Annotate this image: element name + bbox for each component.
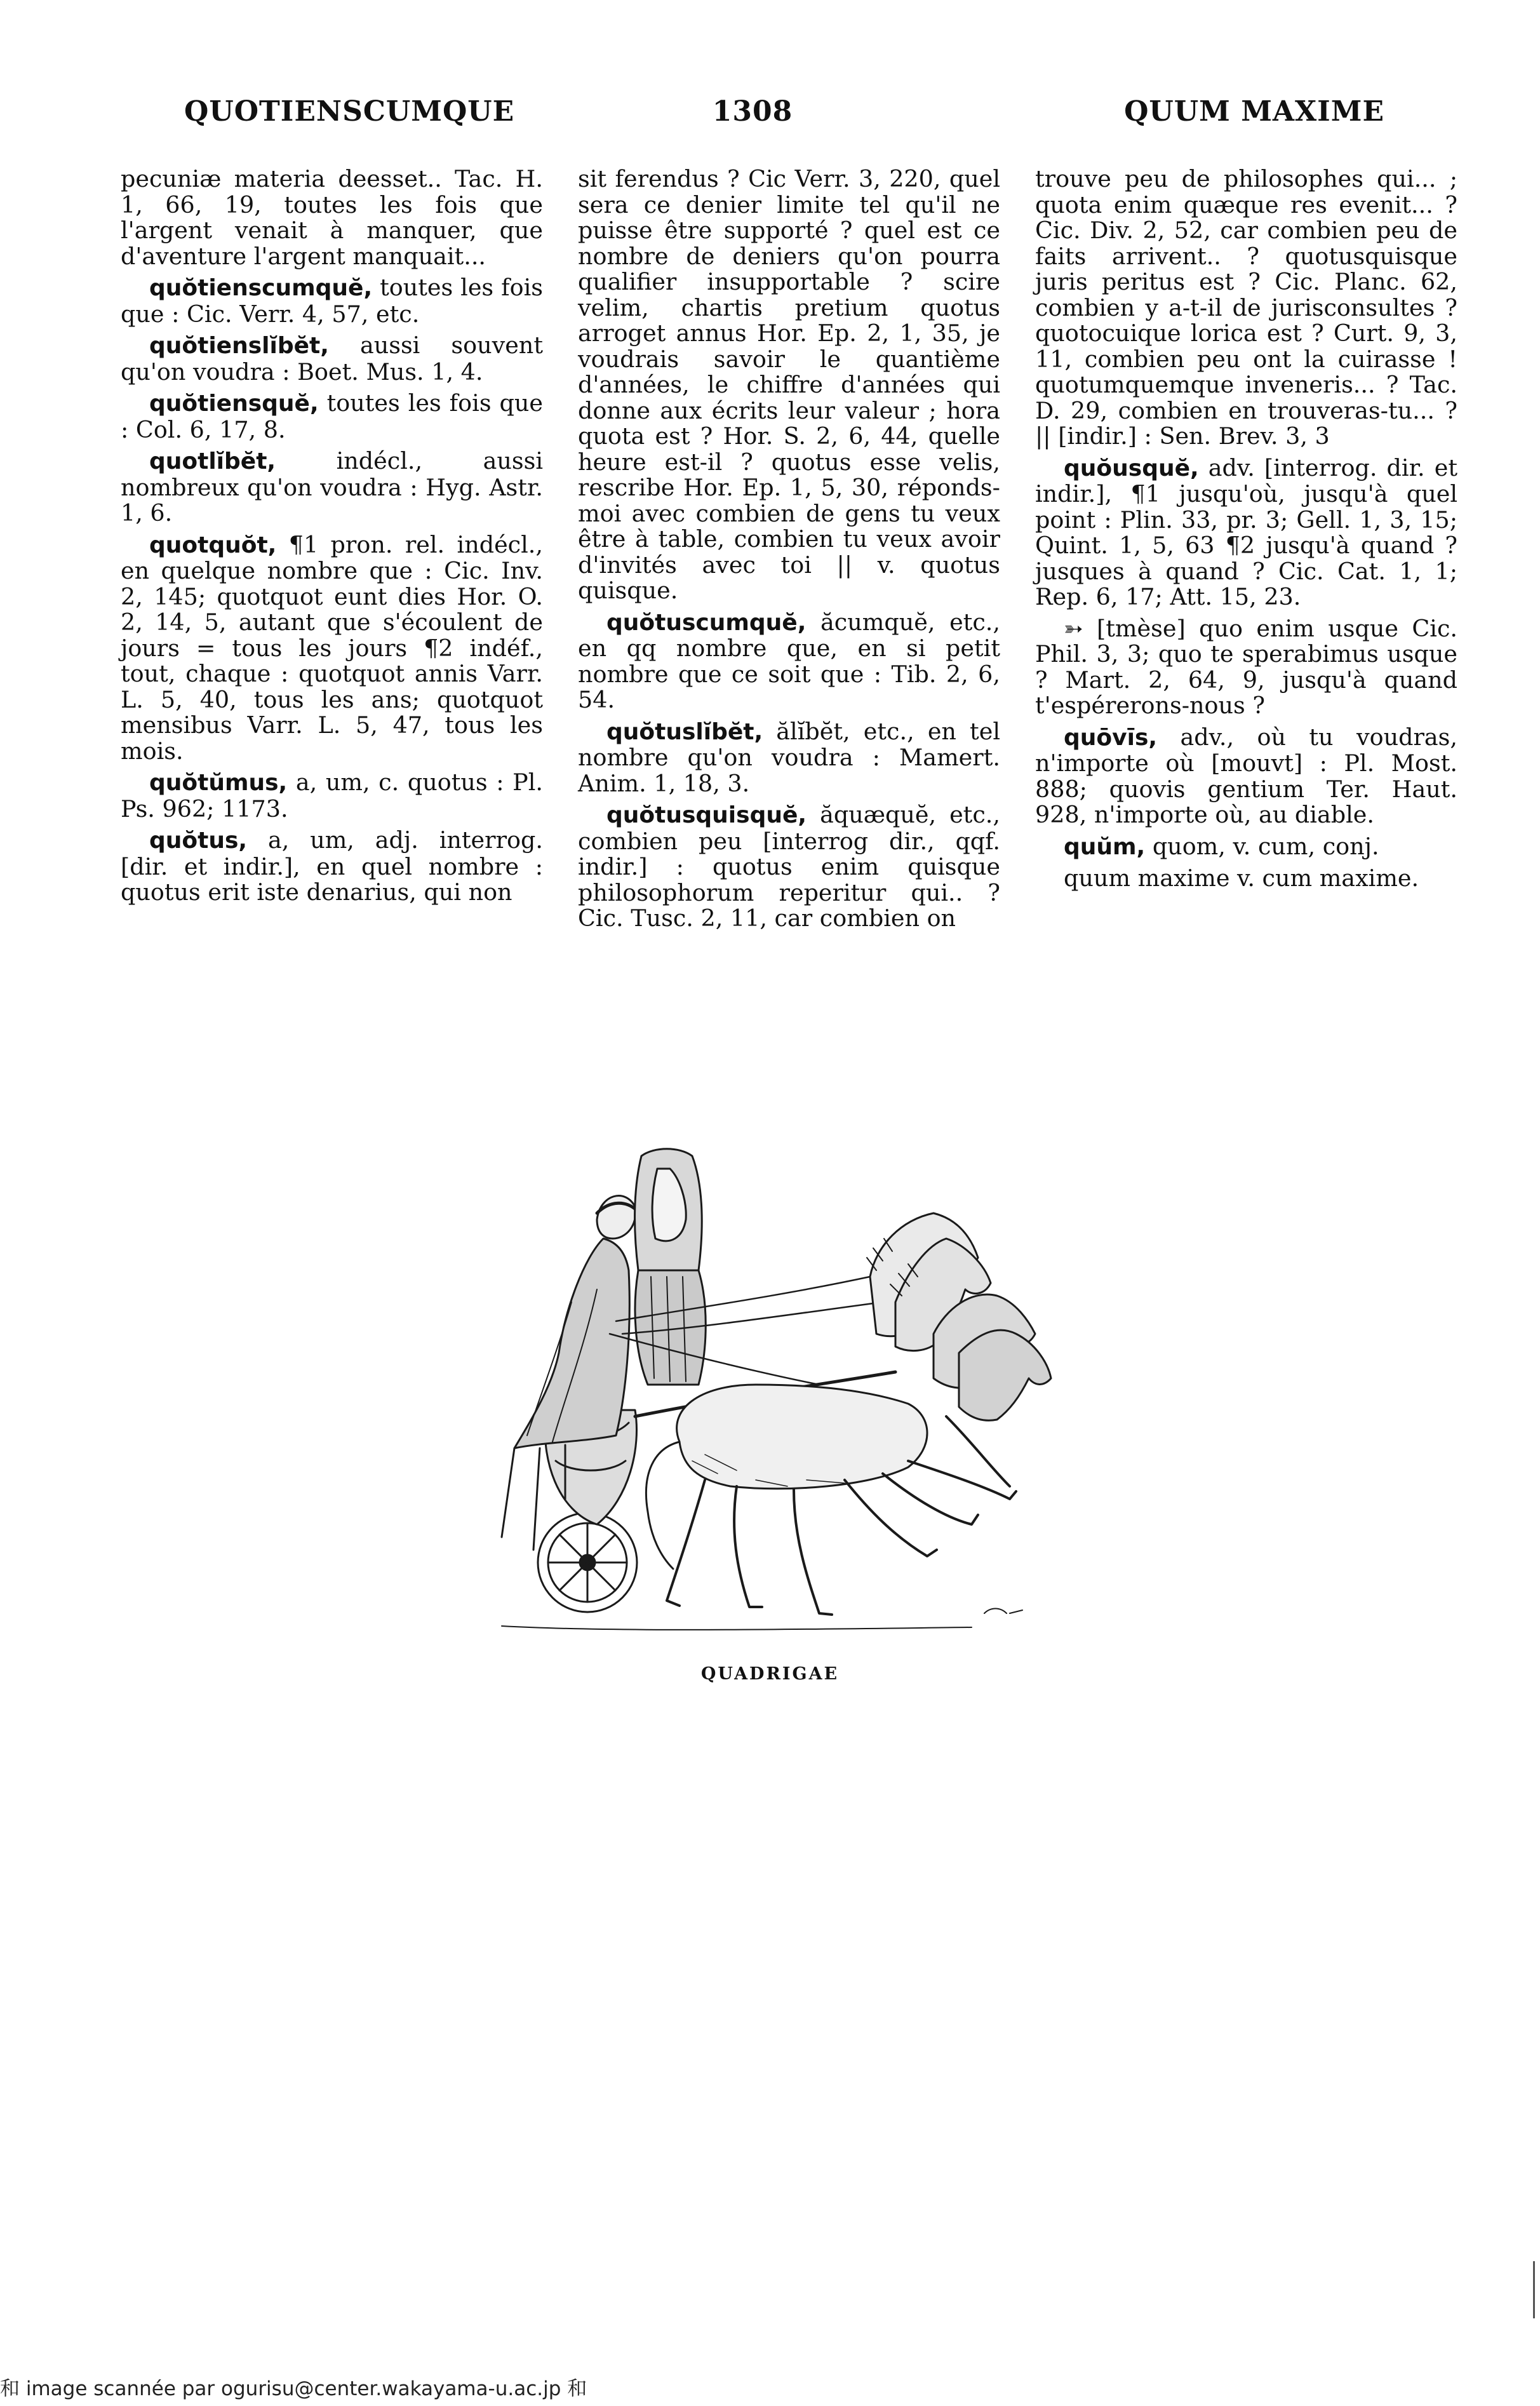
col1-paragraph: quŏtienslĭbĕt, aussi souvent qu'on voudra : Boet. Mus. 1, 4. — [121, 332, 543, 386]
col1-paragraph: quŏtienscumquĕ, toutes les fois que : Cic. Verr. 4, 57, etc. — [121, 274, 543, 328]
headword: quŏtienslĭbĕt, — [149, 333, 329, 359]
col3-paragraph: trouve peu de philosophes qui... ; quota enim quæque res evenit... ? Cic. Div. 2, 52, car combien peu de faits arrivent.. ? quotusquisque juris peritus est ? Cic. Planc. 62, combien y a-t-il de jurisconsultes ? quotocuique lorica est ? Curt. 9, 3, 11, combien peu ont la cuirasse ! quotumquemque inveneris... ? Tac. D. 29, combien en trouveras-tu... ? || [indir.] : Sen. Brev. 3, 3 — [1035, 165, 1457, 450]
column-1 — [121, 166, 543, 911]
col1-paragraph: quotquŏt, ¶1 pron. rel. indécl., en quelque nombre que : Cic. Inv. 2, 145; quotquot eunt dies Hor. O. 2, 14, 5, autant que s'écoulent de jours = tous les jours ¶2 indéf., tout, chaque : quotquot annis Varr. L. 5, 40, tous les ans; quotquot mensibus Varr. L. 5, 47, tous les mois. — [121, 530, 543, 765]
col1-paragraph: pecuniæ materia deesset.. Tac. H. 1, 66, 19, toutes les fois que l'argent venait à manquer, que d'aventure l'argent manquait... — [121, 165, 543, 270]
scan-credit-footer: 和 image scannée par ogurisu@center.wakayama-u.ac.jp 和 — [0, 2377, 587, 2400]
col2-paragraph: quŏtuscumquĕ, ăcumquĕ, etc., en qq nombre que, en si petit nombre que ce soit que : Tib. 2, 6, 54. — [578, 608, 1000, 713]
col1-paragraph: quŏtiensquĕ, toutes les fois que : Col. 6, 17, 8. — [121, 389, 543, 443]
col3-paragraph: quōvīs, adv., où tu voudras, n'importe où [mouvt] : Pl. Most. 888; quovis gentium Ter. Haut. 928, n'importe où, au diable. — [1035, 723, 1457, 828]
col3-paragraph: quŭm, quom, v. cum, conj. — [1064, 832, 1379, 860]
page-number: 1308 — [712, 95, 793, 128]
arrow-icon: ➳ — [1064, 614, 1097, 642]
header-left-guideword: QUOTIENSCUMQUE — [184, 95, 515, 128]
col2-paragraph: quŏtusquisquĕ, ăquæquĕ, etc., combien peu [interrog dir., qqf. indir.] : quotus enim quisque philosophorum reperitur qui.. ? Cic. Tusc. 2, 11, car combien on — [578, 801, 1000, 932]
headword: quŏtŭmus, — [149, 770, 288, 796]
running-header — [121, 95, 1384, 140]
col1-paragraph: quotlĭbĕt, indécl., aussi nombreux qu'on voudra : Hyg. Astr. 1, 6. — [121, 447, 543, 527]
headword: quōvīs, — [1064, 724, 1158, 751]
headword: quŏtusquisquĕ, — [606, 802, 807, 828]
col1-paragraph: quŏtŭmus, a, um, c. quotus : Pl. Ps. 962; 1173. — [121, 769, 543, 823]
col1-paragraph: quŏtus, a, um, adj. interrog. [dir. et indir.], en quel nombre : quotus erit iste denarius, qui non — [121, 826, 543, 906]
headword: quŭm, — [1064, 833, 1146, 860]
headword: quŏtuslĭbĕt, — [606, 718, 763, 745]
scan-edge-mark — [1533, 2261, 1535, 2318]
headword: quŏtiensquĕ, — [149, 391, 319, 417]
quadriga-illustration — [489, 1143, 1099, 1658]
col2-paragraph: sit ferendus ? Cic Verr. 3, 220, quel sera ce denier limite tel qu'il ne puisse être supporté ? quel est ce nombre de deniers qu'on pourra qualifier insupportable ? scire velim, chartis pretium quotus arroget annus Hor. Ep. 2, 1, 35, je voudrais savoir le quantième d'années, le chiffre d'années qui donne aux écrits leur valeur ; hora quota est ? Hor. S. 2, 6, 44, quelle heure est-il ? quotus esse velis, rescribe Hor. Ep. 1, 5, 30, réponds-moi avec combien de gens tu veux être à table, combien tu veux avoir d'invités avec toi || v. quotus quisque. — [578, 165, 1000, 604]
figure-caption: QUADRIGAE — [700, 1664, 840, 1684]
headword: quŏusquĕ, — [1064, 455, 1199, 481]
col2-paragraph: quŏtuslĭbĕt, ălĭbĕt, etc., en tel nombre qu'on voudra : Mamert. Anim. 1, 18, 3. — [578, 717, 1000, 797]
headword: quŏtus, — [149, 828, 248, 854]
headword: quŏtienscumquĕ, — [149, 275, 373, 301]
column-3 — [1035, 166, 1457, 897]
header-right-guideword: QUUM MAXIME — [1124, 95, 1384, 128]
column-2 — [578, 166, 1000, 938]
col3-paragraph: ➳ [tmèse] quo enim usque Cic. Phil. 3, 3; quo te sperabimus usque ? Mart. 2, 64, 9, jusqu'à quand t'espérerons-nous ? — [1035, 614, 1458, 719]
col3-paragraph: quŏusquĕ, adv. [interrog. dir. et indir.], ¶1 jusqu'où, jusqu'à quel point : Plin. 33, pr. 3; Gell. 1, 3, 15; Quint. 1, 5, 63 ¶2 jusqu'à quand ? jusques à quand ? Cic. Cat. 1, 1; Rep. 6, 17; Att. 15, 23. — [1035, 454, 1457, 610]
headword: quotlĭbĕt, — [149, 448, 276, 474]
headword: quŏtuscumquĕ, — [606, 609, 807, 636]
col3-paragraph: quum maxime v. cum maxime. — [1064, 864, 1419, 892]
headword: quotquŏt, — [149, 532, 277, 558]
